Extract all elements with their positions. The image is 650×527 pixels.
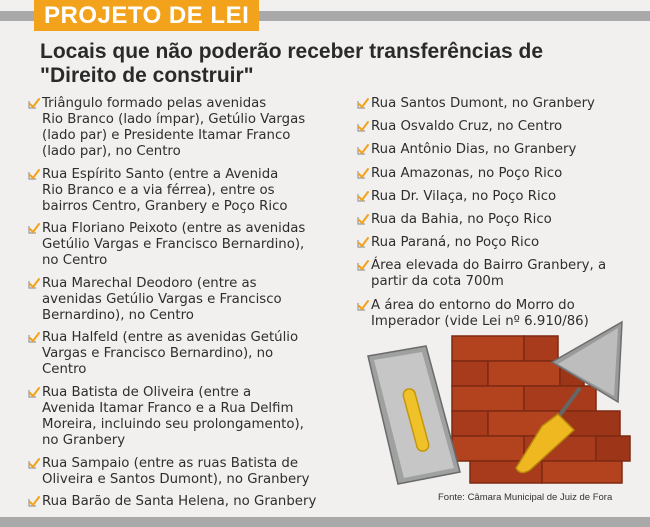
left-location-item-text-line: Getúlio Vargas e Francisco Bernardino),: [42, 237, 305, 253]
right-location-item-text-line: Imperador (vide Lei nº 6.910/86): [371, 313, 589, 329]
right-location-item-text-line: Rua Osvaldo Cruz, no Centro: [371, 119, 563, 135]
left-location-item: [27, 385, 337, 449]
left-location-item-text-line: (lado par) e Presidente Itamar Franco: [42, 128, 291, 143]
left-location-item-text-line: (lado par), no Centro: [42, 144, 181, 159]
left-location-item: [27, 456, 337, 488]
left-location-item: [27, 167, 337, 215]
left-location-item-text-line: Rua Barão de Santa Helena, no Granbery: [42, 494, 317, 510]
right-location-item-text-line: Rua Amazonas, no Poço Rico: [371, 165, 563, 181]
left-location-item-text-line: Rua Marechal Deodoro (entre as: [42, 275, 257, 291]
left-location-item-text-line: Rio Branco (lado ímpar), Getúlio Vargas: [42, 112, 306, 127]
right-location-item: [356, 235, 636, 251]
right-location-item: [356, 258, 636, 290]
right-location-item-text-line: Rua Paraná, no Poço Rico: [371, 235, 540, 251]
left-location-item-text-line: Oliveira e Santos Dumont), no Granbery: [42, 471, 310, 487]
checkmark-icon: [27, 222, 40, 235]
left-location-item-text-line: Centro: [42, 362, 87, 378]
bottom-rule: [0, 517, 650, 527]
right-location-item: [356, 166, 636, 182]
left-location-item: [27, 330, 337, 378]
left-location-item-text-line: Triângulo formado pelas avenidas: [42, 96, 267, 111]
left-location-item-text-line: Vargas e Francisco Bernardino), no: [42, 346, 274, 362]
right-location-item-text-line: Rua da Bahia, no Poço Rico: [371, 211, 552, 227]
checkmark-icon: [356, 213, 369, 226]
checkmark-icon: [27, 457, 40, 470]
right-location-item: [356, 142, 636, 158]
section-tag: PROJETO DE LEI: [34, 0, 259, 31]
right-location-item-text-line: Rua Dr. Vilaça, no Poço Rico: [371, 188, 557, 204]
right-location-item-text-line: partir da cota 700m: [371, 274, 504, 290]
left-location-item-text-line: no Centro: [42, 253, 108, 269]
checkmark-icon: [356, 299, 369, 312]
checkmark-icon: [27, 277, 40, 290]
checkmark-icon: [356, 259, 369, 272]
checkmark-icon: [27, 168, 40, 181]
checkmark-icon: [27, 386, 40, 399]
left-location-item-text-line: avenidas Getúlio Vargas e Francisco: [42, 291, 282, 307]
right-location-list: [356, 96, 636, 337]
left-location-item-text-line: Rua Halfeld (entre as avenidas Getúlio: [42, 330, 299, 346]
headline: [40, 40, 580, 88]
checkmark-icon: [356, 97, 369, 110]
left-location-item-text-line: Rua Batista de Oliveira (entre a: [42, 384, 252, 400]
left-location-item-text-line: Rua Floriano Peixoto (entre as avenidas: [42, 221, 306, 237]
checkmark-icon: [356, 190, 369, 203]
left-location-item-text-line: Bernardino), no Centro: [42, 307, 194, 323]
left-location-item-text-line: Moreira, incluindo seu prolongamento),: [42, 416, 304, 432]
right-location-item-text-line: Rua Antônio Dias, no Granbery: [371, 142, 577, 158]
checkmark-icon: [27, 97, 40, 110]
right-location-item-text-line: Rua Santos Dumont, no Granbery: [371, 96, 595, 111]
left-location-item: [27, 276, 337, 324]
headline-line-1: Locais que não poderão receber transferências de: [40, 40, 544, 63]
right-location-item: [356, 212, 636, 228]
right-location-item-text-line: Área elevada do Bairro Granbery, a: [371, 258, 607, 274]
checkmark-icon: [356, 236, 369, 249]
left-location-item: [27, 494, 337, 510]
float-trowel: [368, 346, 460, 484]
left-location-list: [27, 96, 337, 517]
left-location-item: [27, 221, 337, 269]
left-location-item-text-line: Rua Espírito Santo (entre a Avenida: [42, 166, 279, 182]
checkmark-icon: [356, 120, 369, 133]
left-location-item: [27, 96, 337, 160]
checkmark-icon: [356, 143, 369, 156]
left-location-item-text-line: bairros Centro, Granbery e Poço Rico: [42, 198, 288, 214]
checkmark-icon: [356, 167, 369, 180]
headline-line-2: "Direito de construir": [40, 64, 254, 87]
checkmark-icon: [27, 331, 40, 344]
right-location-item: [356, 189, 636, 205]
right-location-item-text-line: A área do entorno do Morro do: [371, 297, 575, 313]
left-location-item-text-line: no Granbery: [42, 432, 126, 448]
source-note: Fonte: Câmara Municipal de Juiz de Fora: [438, 492, 613, 503]
left-location-item-text-line: Rio Branco e a via férrea), entre os: [42, 182, 275, 198]
left-location-item-text-line: Avenida Itamar Franco e a Rua Delfim: [42, 400, 294, 416]
right-location-item: [356, 96, 636, 112]
checkmark-icon: [27, 495, 40, 508]
bricks-and-trowels-illustration: [360, 318, 640, 488]
right-location-item: [356, 119, 636, 135]
left-location-item-text-line: Rua Sampaio (entre as ruas Batista de: [42, 455, 299, 471]
